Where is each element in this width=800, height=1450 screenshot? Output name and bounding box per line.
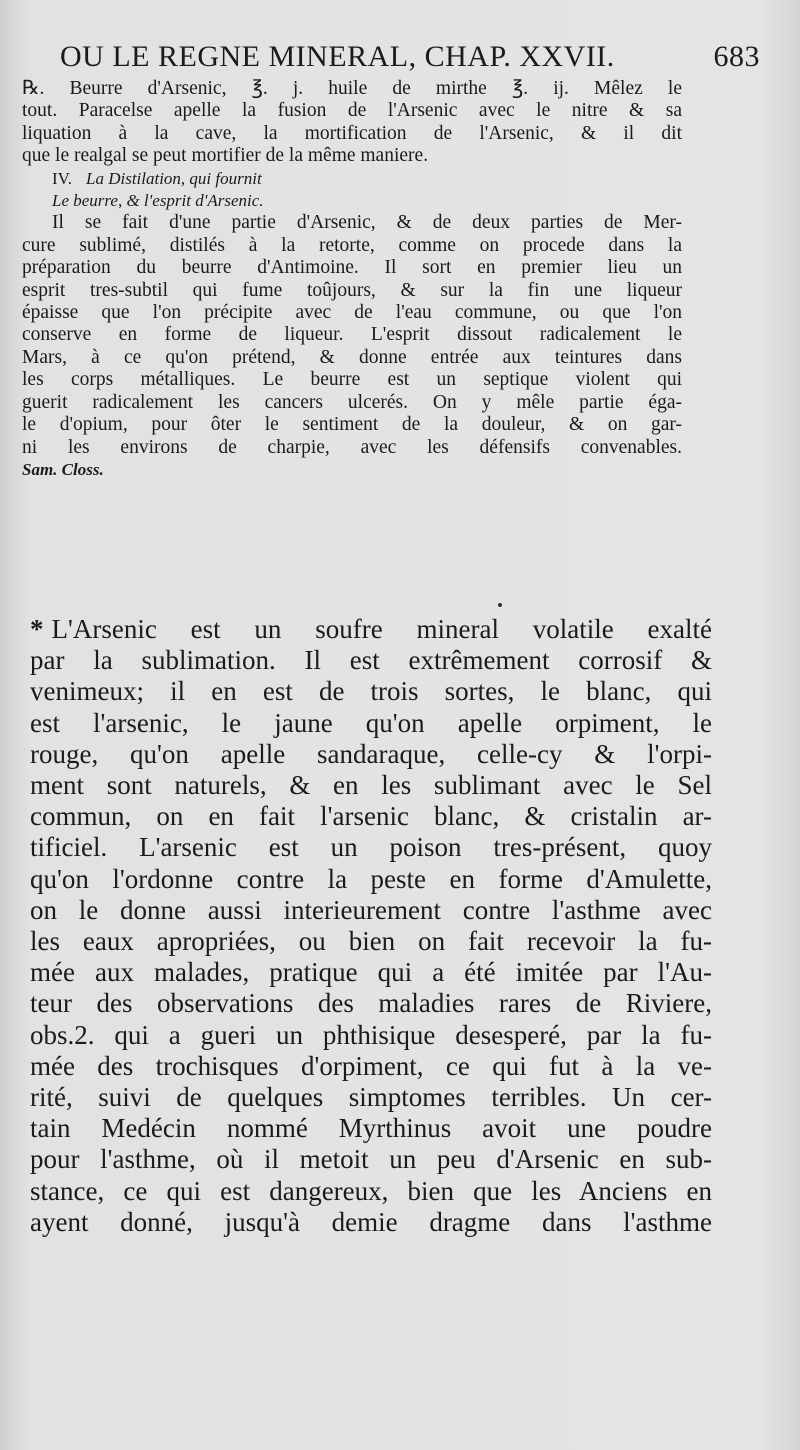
text-line: tificiel. L'arsenic est un poison tres-présent, quoy: [30, 832, 712, 863]
text-line: esprit tres-subtil qui fume toûjours, & sur la fin une liqueur: [22, 279, 682, 301]
text-line: Mars, à ce qu'on prétend, & donne entrée aux teintures dans: [22, 346, 682, 368]
text-line: ayent donné, jusqu'à demie dragme dans l'asthme: [30, 1206, 712, 1237]
text-line: les eaux apropriées, ou bien on fait recevoir la fu-: [30, 926, 712, 957]
running-title: OU LE REGNE MINERAL, CHAP. XXVII.: [60, 40, 615, 73]
text-line: venimeux; il en est de trois sortes, le blanc, qui: [30, 676, 712, 707]
running-header: [60, 40, 760, 74]
distillation-paragraph: [22, 212, 682, 458]
section-heading: [52, 168, 682, 190]
section-title-line-1: La Distilation, qui fournit: [86, 168, 262, 188]
text-line: préparation du beurre d'Antimoine. Il sort en premier lieu un: [22, 257, 682, 279]
author-signature: Sam. Closs.: [22, 459, 104, 479]
text-line: le d'opium, pour ôter le sentiment de la douleur, & on gar-: [22, 414, 682, 436]
recipe-paragraph: [22, 78, 682, 168]
text-line: qu'on l'ordonne contre la peste en forme d'Amulette,: [30, 863, 712, 894]
section-title-line-2: Le beurre, & l'esprit d'Arsenic.: [52, 191, 264, 211]
text-line: mée des trochisques d'orpiment, ce qui fut à la ve-: [30, 1050, 712, 1081]
text-line: tain Medécin nommé Myrthinus avoit une poudre: [30, 1113, 712, 1144]
text-line: par la sublimation. Il est extrêmement corrosif &: [30, 645, 712, 676]
text-line: ni les environs de charpie, avec les défensifs convenables.: [22, 436, 682, 458]
text-line: ℞. Beurre d'Arsenic, ℥. j. huile de mirthe ℥. ij. Mêlez le: [22, 78, 682, 99]
upper-text-block: [22, 78, 682, 481]
text-line: Il se fait d'une partie d'Arsenic, & de deux parties de Mer-: [52, 212, 682, 234]
text-line: que le realgal se peut mortifier de la même maniere.: [22, 145, 429, 167]
arsenic-commentary: [30, 614, 712, 1238]
text-line: rité, suivi de quelques simptomes terribles. Un cer-: [30, 1082, 712, 1113]
text-line: pour l'asthme, où il metoit un peu d'Arsenic en sub-: [30, 1144, 712, 1175]
text-line: les corps métalliques. Le beurre est un septique violent qui: [22, 369, 682, 391]
text-line: cure sublimé, distilés à la retorte, comme on procede dans la: [22, 234, 682, 256]
asterisk-mark: *: [30, 614, 44, 644]
text-line: commun, on en fait l'arsenic blanc, & cristalin ar-: [30, 801, 712, 832]
text-line: liquation à la cave, la mortification de l'Arsenic, & il dit: [22, 122, 682, 144]
text-line: mée aux malades, pratique qui a été imitée par l'Au-: [30, 957, 712, 988]
text-line: rouge, qu'on apelle sandaraque, celle-cy & l'orpi-: [30, 738, 712, 769]
section-heading-2: [52, 190, 682, 212]
text-line: épaisse que l'on précipite avec de l'eau commune, ou que l'on: [22, 302, 682, 324]
text-line: teur des observations des maladies rares de Riviere,: [30, 988, 712, 1019]
text-line: obs.2. qui a gueri un phthisique desesperé, par la fu-: [30, 1019, 712, 1050]
text-line: conserve en forme de liqueur. L'esprit dissout radicalement le: [22, 324, 682, 346]
text-line: est l'arsenic, le jaune qu'on apelle orpiment, le: [30, 707, 712, 738]
text-line: on le donne aussi interieurement contre l'asthme avec: [30, 894, 712, 925]
page-number: 683: [713, 40, 760, 73]
text-line: stance, ce qui est dangereux, bien que les Anciens en: [30, 1175, 712, 1206]
divider-dot: [498, 603, 502, 607]
text-line: * L'Arsenic est un soufre mineral volatile exalté: [30, 614, 712, 644]
text-line: guerit radicalement les cancers ulcerés. On y mêle partie éga-: [22, 391, 682, 413]
text-line: tout. Paracelse apelle la fusion de l'Arsenic avec le nitre & sa: [22, 100, 682, 122]
section-number: IV.: [52, 168, 72, 188]
text-line: ment sont naturels, & en les sublimant avec le Sel: [30, 770, 712, 801]
